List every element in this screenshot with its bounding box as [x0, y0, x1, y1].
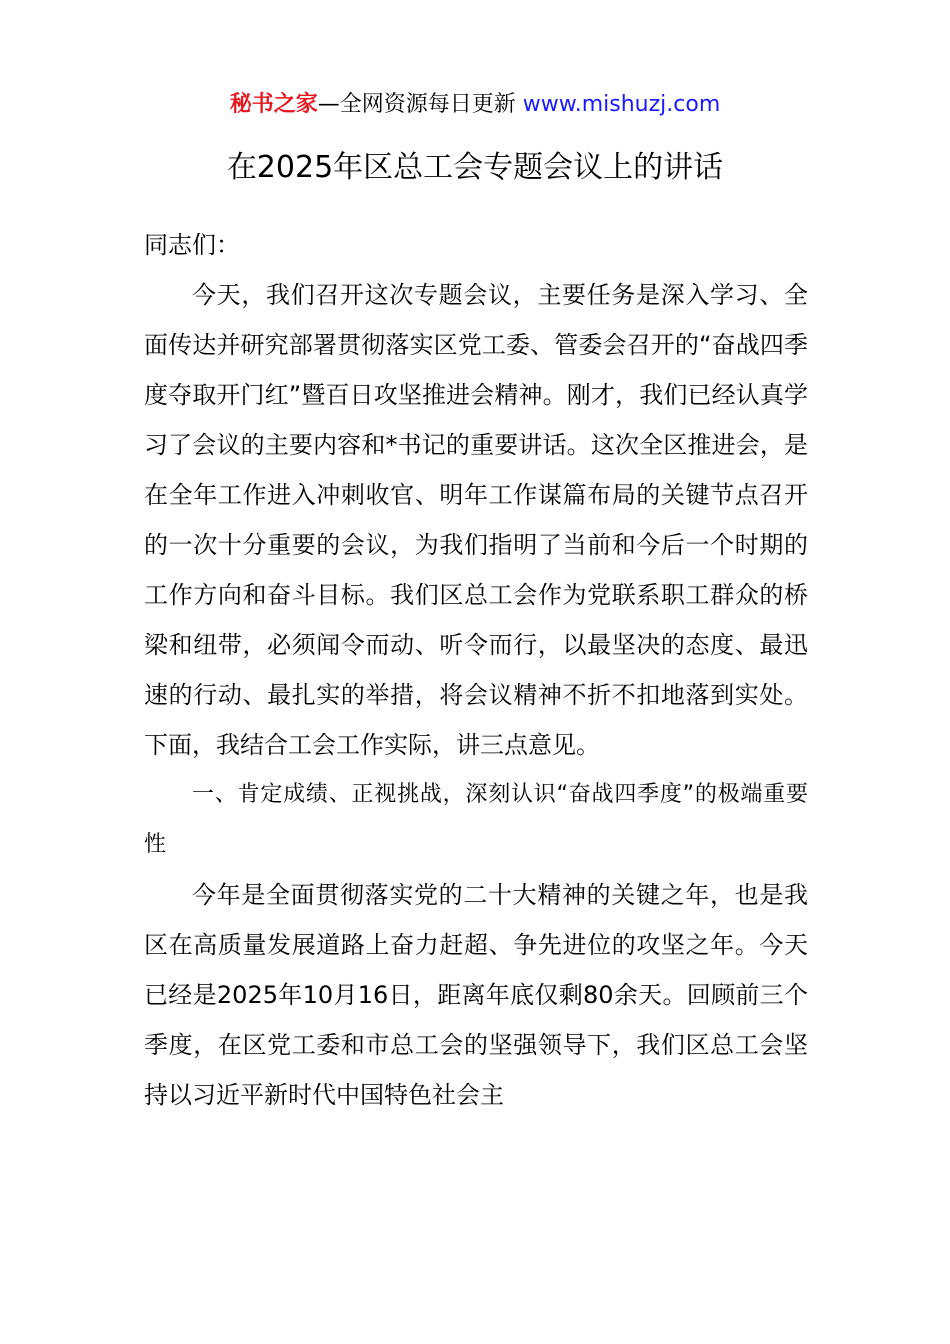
- site-header: [0, 88, 950, 122]
- paragraph-1: 今天，我们召开这次专题会议，主要任务是深入学习、全面传达并研究部署贯彻落实区党工委、管委会召开的“奋战四季度夺取开门红”暨百日攻坚推进会精神。刚才，我们已经认真学习了会议的主要内容和*书记的重要讲话。这次全区推进会，是在全年工作进入冲刺收官、明年工作谋篇布局的关键节点召开的一次十分重要的会议，为我们指明了当前和今后一个时期的工作方向和奋斗目标。我们区总工会作为党联系职工群众的桥梁和纽带，必须闻令而动、听令而行，以最坚决的态度、最迅速的行动、最扎实的举措，将会议精神不折不扣地落到实处。下面，我结合工会工作实际，讲三点意见。: [144, 281, 808, 759]
- paragraph-2: 今年是全面贯彻落实党的二十大精神的关键之年，也是我区在高质量发展道路上奋力赶超、争先进位的攻坚之年。今天已经是2025年10月16日，距离年底仅剩80余天。回顾前三个季度，在区党工委和市总工会的坚强领导下，我们区总工会坚持以习近平新时代中国特色社会主: [144, 881, 808, 1109]
- document-body: [144, 220, 808, 1120]
- site-url-link[interactable]: www.mishuzj.com: [522, 92, 721, 117]
- site-brand: 秘书之家: [229, 92, 318, 117]
- document-title: 在2025年区总工会专题会议上的讲话: [226, 150, 724, 185]
- site-slogan: —全网资源每日更新: [317, 92, 516, 117]
- section-heading-1: 一、肯定成绩、正视挑战，深刻认识“奋战四季度”的极端重要性: [144, 782, 809, 857]
- salutation: 同志们：: [144, 231, 240, 259]
